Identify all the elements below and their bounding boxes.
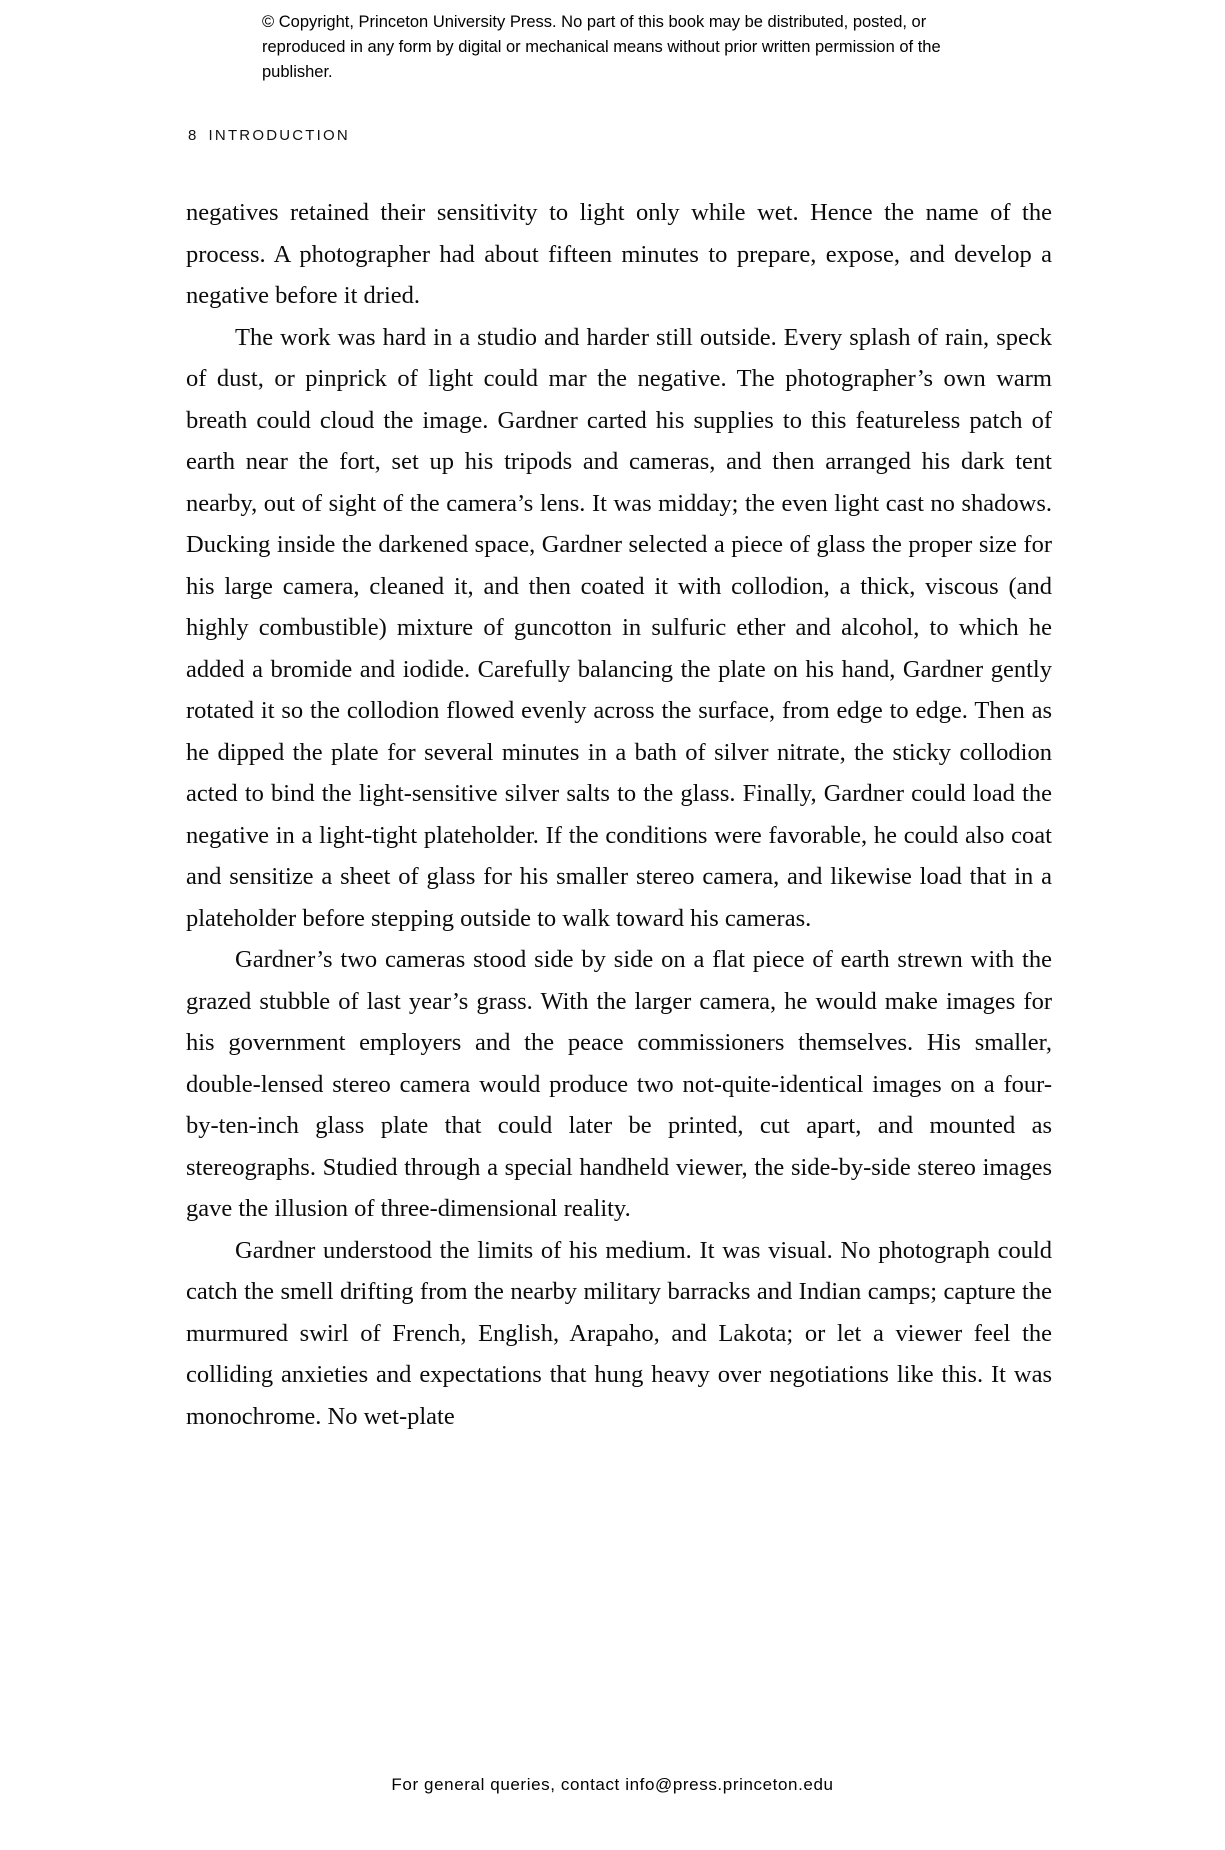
page-number: 8 — [188, 127, 199, 144]
footer-note: For general queries, contact info@press.princeton.edu — [391, 1775, 834, 1794]
paragraph: Gardner understood the limits of his medium. It was visual. No photograph could catch the smell drifting from the nearby military barracks and Indian camps; capture the murmured swirl of French, English, Arapaho, and Lakota; or let a viewer feel the colliding anxieties and expectations that hung heavy over negotiations like this. It was monochrome. No wet-plate — [186, 1236, 1052, 1430]
running-head — [188, 127, 350, 144]
paragraph: The work was hard in a studio and harder still outside. Every splash of rain, speck of dust, or pinprick of light could mar the negative. The photographer’s own warm breath could cloud the image. Gardner carted his supplies to this featureless patch of earth near the fort, set up his tripods and cameras, and then arranged his dark tent nearby, out of sight of the camera’s lens. It was midday; the even light cast no shadows. Ducking inside the darkened space, Gardner selected a piece of glass the proper size for his large camera, cleaned it, and then coated it with collodion, a thick, viscous (and highly combustible) mixture of guncotton in sulfuric ether and alcohol, to which he added a bromide and iodide. Carefully balancing the plate on his hand, Gardner gently rotated it so the collodion flowed evenly across the surface, from edge to edge. Then as he dipped the plate for several minutes in a bath of silver nitrate, the sticky collodion acted to bind the light-sensitive silver salts to the glass. Finally, Gardner could load the negative in a light-tight plateholder. If the conditions were favorable, he could also coat and sensitize a sheet of glass for his smaller stereo camera, and likewise load that in a plateholder before stepping outside to walk toward his cameras. — [186, 323, 1052, 932]
paragraph: Gardner’s two cameras stood side by side on a flat piece of earth strewn with the grazed stubble of last year’s grass. With the larger camera, he would make images for his government employers and the peace commissioners themselves. His smaller, double-lensed stereo camera would produce two not-quite-identical images on a four-by-ten-inch glass plate that could later be printed, cut apart, and mounted as stereographs. Studied through a special handheld viewer, the side-by-side stereo images gave the illusion of three-dimensional reality. — [186, 946, 1052, 1222]
running-head-section: INTRODUCTION — [208, 127, 350, 144]
copyright-notice: © Copyright, Princeton University Press. No part of this book may be distributed, posted, or reproduced in any form by digital or mechanical means without prior written permission of the publisher. — [262, 13, 941, 81]
paragraph: negatives retained their sensitivity to light only while wet. Hence the name of the process. A photographer had about fifteen minutes to prepare, expose, and develop a negative before it dried. — [186, 199, 1052, 309]
body-text — [186, 192, 1052, 1437]
